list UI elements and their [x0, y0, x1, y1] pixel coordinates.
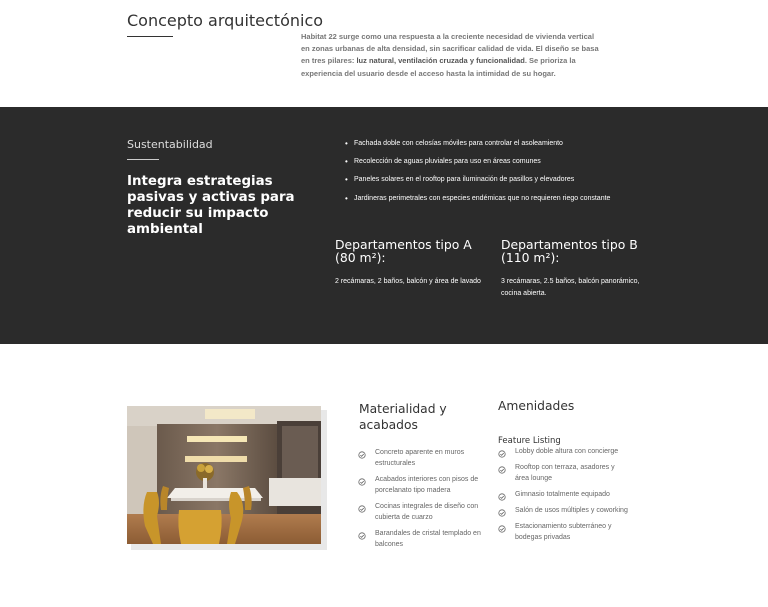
materials-list	[358, 447, 488, 555]
list-item	[358, 528, 488, 550]
title-divider	[127, 36, 173, 37]
list-item-label: Barandales de cristal templado en balcones	[375, 530, 481, 548]
amenities-title: Amenidades	[498, 399, 575, 413]
check-circle-icon	[498, 525, 506, 533]
list-item-label: Salón de usos múltiples y coworking	[515, 507, 628, 514]
concept-paragraph	[301, 31, 601, 80]
list-item: • Recolección de aguas pluviales para uso en áreas comunes	[345, 158, 610, 176]
list-item-label: Cocinas integrales de diseño con cubierta de cuarzo	[375, 503, 479, 521]
list-item	[358, 501, 488, 523]
dining-room-image	[127, 406, 321, 544]
check-circle-icon	[498, 493, 506, 501]
list-item	[498, 521, 628, 543]
check-circle-icon	[498, 509, 506, 517]
list-item	[498, 489, 628, 500]
check-circle-icon	[358, 451, 366, 459]
check-circle-icon	[498, 466, 506, 474]
list-item-label: Rooftop con terraza, asadores y área lounge	[515, 464, 615, 482]
check-circle-icon	[498, 450, 506, 458]
list-item	[358, 447, 488, 469]
check-circle-icon	[358, 478, 366, 486]
concept-text-part: Habitat 22 surge como una respuesta a la creciente necesidad de vivienda vertical en zonas urbanas de alta densidad, sin sacrificar calidad de vida. El diseño se basa en tres pilares:	[301, 32, 599, 66]
department-b-text: 3 recámaras, 2.5 baños, balcón panorámico, cocina abierta.	[501, 278, 640, 297]
sustainability-label: Sustentabilidad	[127, 138, 213, 151]
amenities-list	[498, 446, 628, 548]
materials-title: Materialidad y acabados	[359, 402, 447, 432]
dining-room-photo	[127, 406, 321, 544]
check-circle-icon	[358, 505, 366, 513]
list-item	[498, 446, 628, 457]
list-item-label: Lobby doble altura con concierge	[515, 448, 619, 455]
list-item	[498, 505, 628, 516]
sustainability-divider	[127, 159, 159, 160]
list-item: • Fachada doble con celosías móviles para controlar el asoleamiento	[345, 140, 610, 158]
concept-title: Concepto arquitectónico	[127, 11, 324, 30]
department-a-title: Departamentos tipo A (80 m²):	[335, 237, 472, 265]
list-item-label: Gimnasio totalmente equipado	[515, 491, 610, 498]
list-item	[498, 462, 628, 484]
sustainability-heading: Integra estrategias pasivas y activas para reducir su impacto ambiental	[127, 174, 295, 237]
department-type-b	[501, 238, 661, 300]
list-item: • Jardineras perimetrales con especies endémicas que no requieren riego constante	[345, 195, 610, 213]
sustainability-section	[0, 107, 768, 344]
department-b-title: Departamentos tipo B (110 m²):	[501, 237, 638, 265]
sustainability-list	[345, 140, 610, 213]
list-item-label: Estacionamiento subterráneo y bodegas privadas	[515, 523, 612, 541]
list-item: • Paneles solares en el rooftop para iluminación de pasillos y elevadores	[345, 176, 610, 194]
check-circle-icon	[358, 532, 366, 540]
concept-text-bold: luz natural, ventilación cruzada y funcionalidad	[356, 56, 525, 66]
list-item-label: Concreto aparente en muros estructurales	[375, 449, 465, 467]
department-type-a	[335, 238, 485, 288]
list-item-label: Acabados interiores con pisos de porcelanato tipo madera	[375, 476, 479, 494]
department-a-text: 2 recámaras, 2 baños, balcón y área de lavado	[335, 278, 481, 285]
feature-listing-label: Feature Listing	[498, 436, 561, 446]
list-item	[358, 474, 488, 496]
concept-text-part: . Se prioriza la experiencia del usuario desde el acceso hasta la intimidad de su hogar.	[301, 56, 576, 78]
